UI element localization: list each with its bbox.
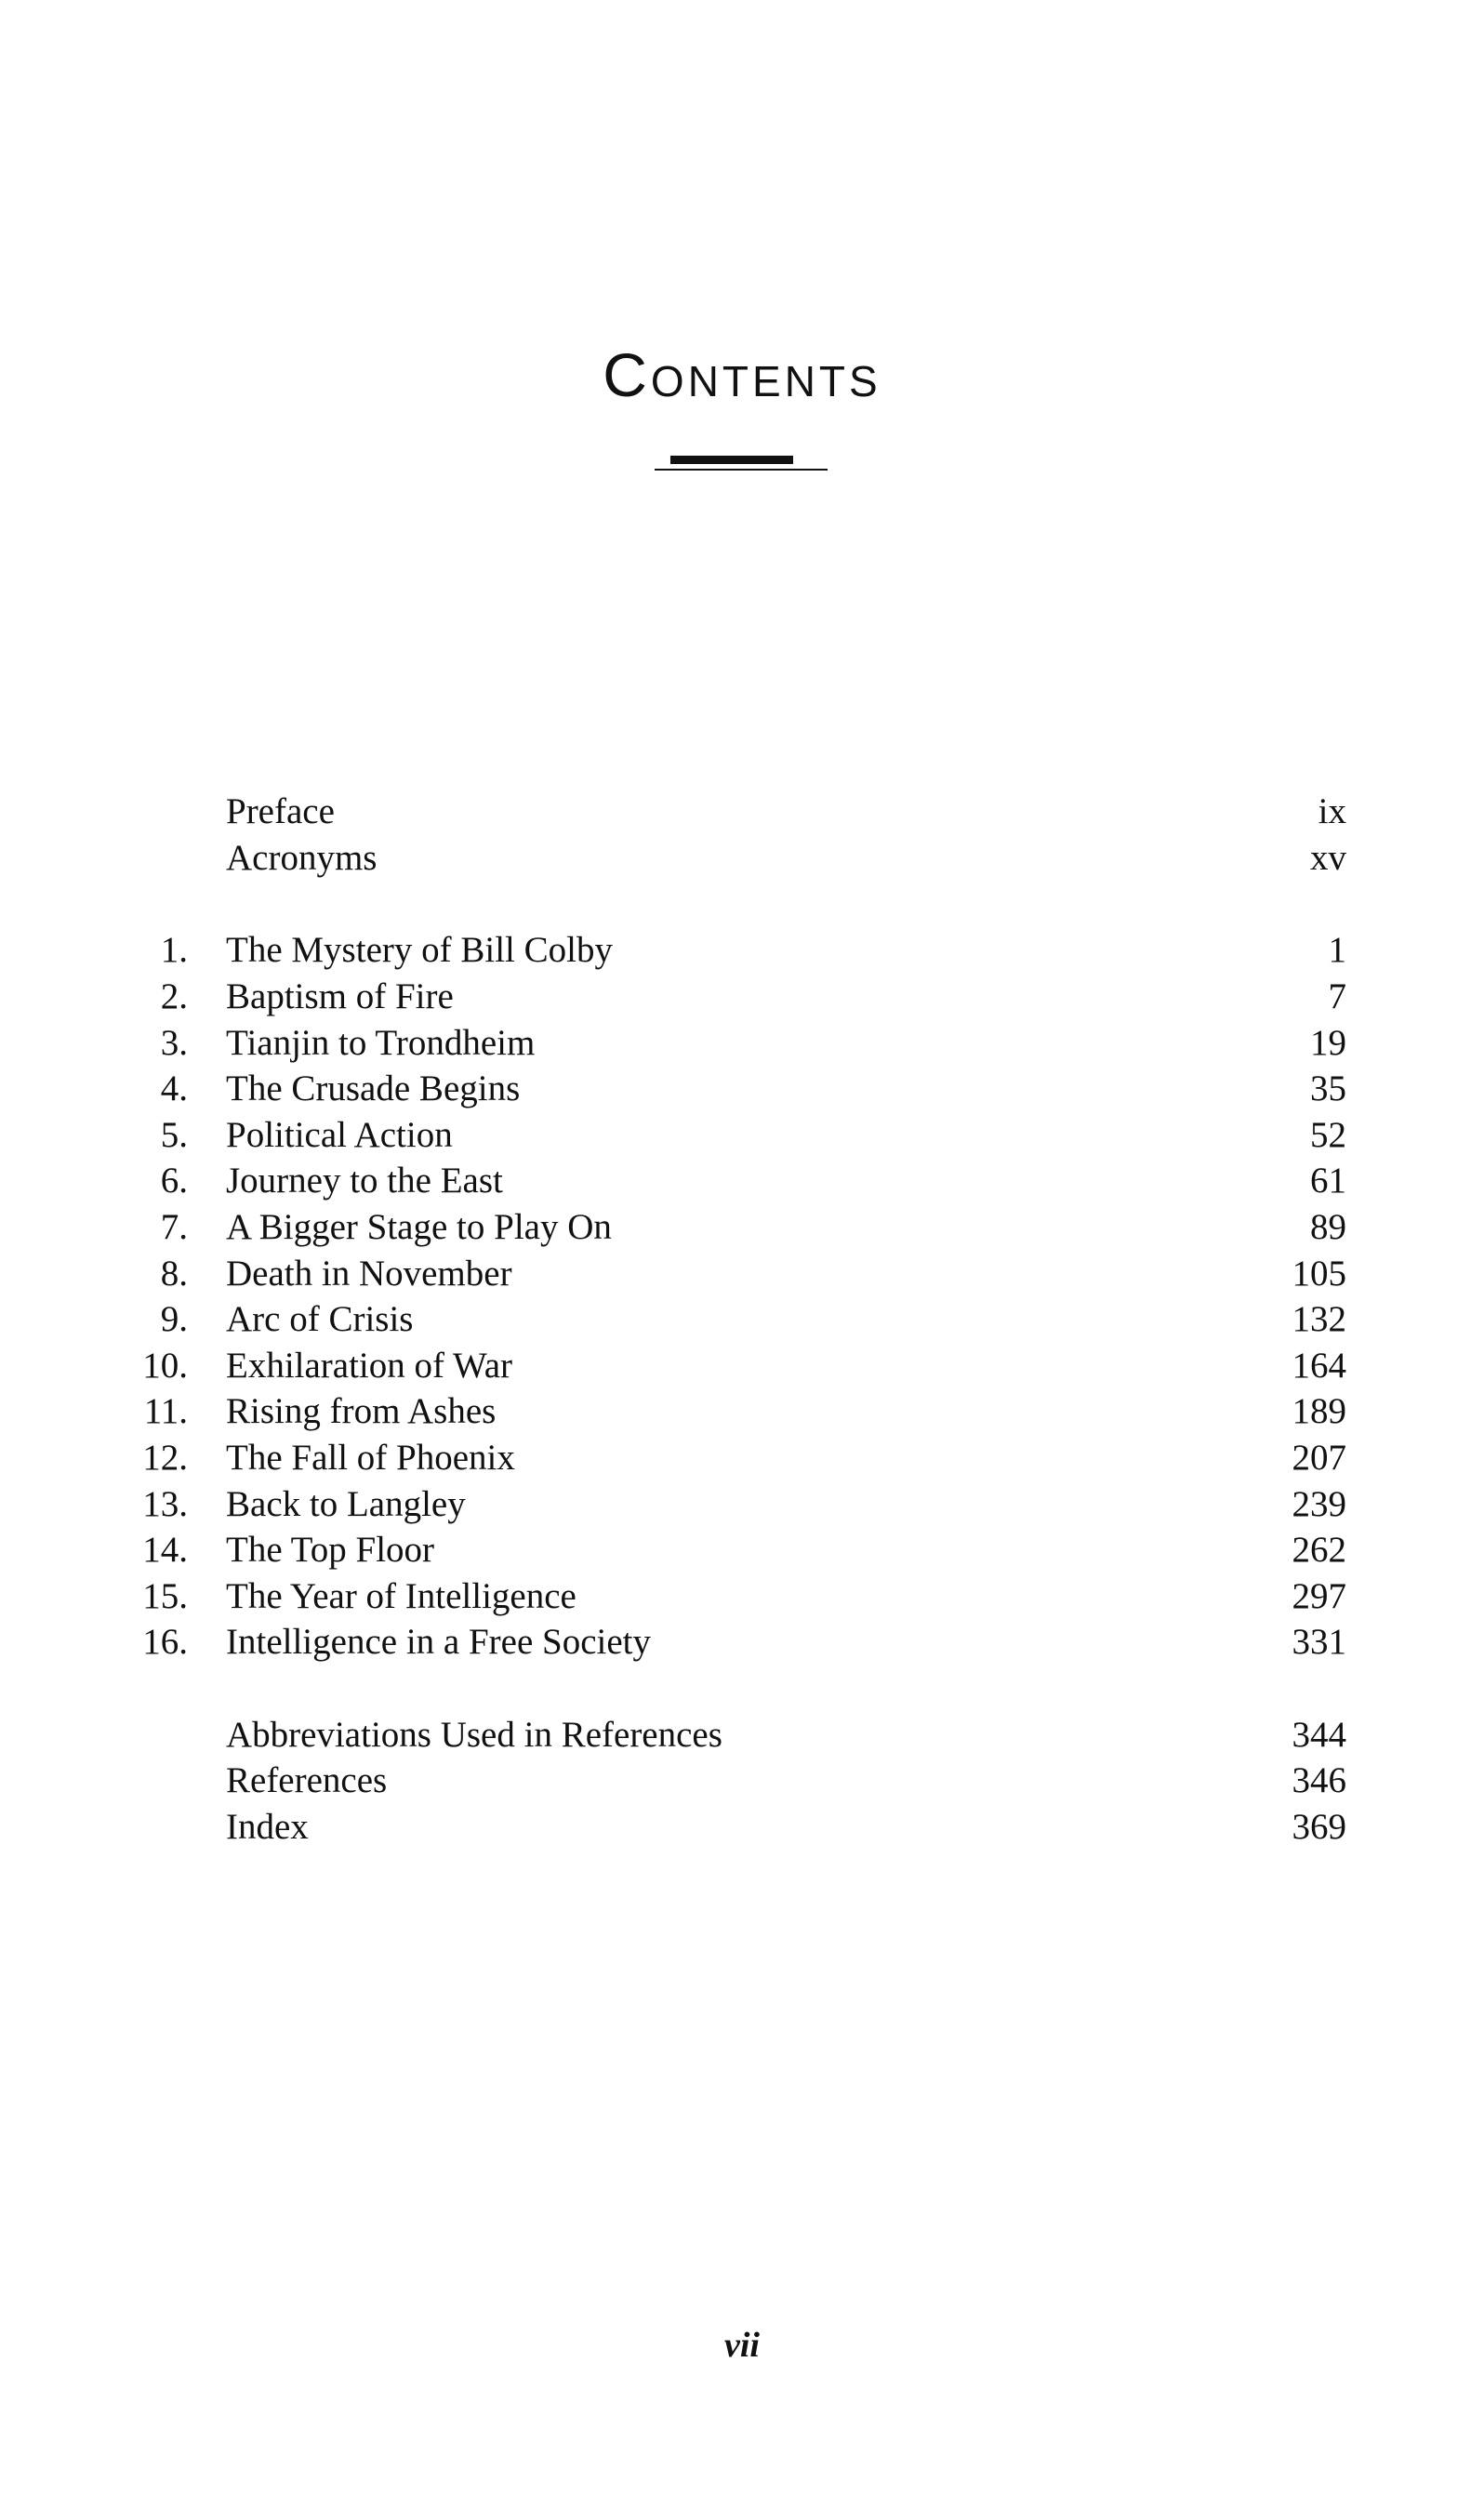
chapter-page: 7 [1328,976,1346,1016]
toc-chapter-13[interactable] [0,1481,1484,1527]
chapter-title: The Mystery of Bill Colby [226,930,613,970]
chapter-page: 297 [1292,1576,1346,1616]
toc-chapter-1[interactable] [0,927,1484,973]
chapter-number: 3. [160,1023,188,1063]
toc-chapter-11[interactable] [0,1388,1484,1434]
toc-chapter-9[interactable] [0,1296,1484,1342]
toc-entry-label: Acronyms [226,838,378,878]
toc-entry-page: 346 [1292,1760,1346,1800]
chapter-page: 331 [1292,1622,1346,1662]
toc-entry-preface[interactable] [0,789,1484,834]
toc-chapter-3[interactable] [0,1020,1484,1066]
chapter-number: 4. [160,1068,188,1108]
chapter-title: The Crusade Begins [226,1068,521,1108]
chapter-number: 11. [143,1391,188,1431]
toc-chapter-12[interactable] [0,1435,1484,1480]
toc-chapter-15[interactable] [0,1573,1484,1619]
chapter-number: 13. [142,1484,188,1524]
chapter-number: 12. [142,1438,188,1478]
toc-chapter-14[interactable] [0,1527,1484,1573]
chapter-page: 1 [1328,930,1346,970]
chapter-number: 15. [142,1576,188,1616]
chapter-title: Political Action [226,1115,453,1155]
chapter-title: Arc of Crisis [226,1299,414,1339]
chapter-page: 189 [1292,1391,1346,1431]
chapter-title: The Fall of Phoenix [226,1438,515,1478]
toc-chapter-4[interactable] [0,1066,1484,1111]
chapter-number: 5. [160,1115,188,1155]
chapter-number: 2. [160,976,188,1016]
chapter-title: Journey to the East [226,1161,503,1201]
toc-entry-label: References [226,1760,388,1800]
chapter-title: Tianjin to Trondheim [226,1023,536,1063]
toc-entry-label: Index [226,1807,309,1847]
chapter-page: 207 [1292,1438,1346,1478]
chapter-title: Exhilaration of War [226,1346,513,1386]
chapter-page: 35 [1310,1068,1346,1108]
chapter-title: A Bigger Stage to Play On [226,1207,612,1247]
toc-chapter-10[interactable] [0,1343,1484,1388]
toc-entry-label: Preface [226,791,335,831]
toc-entry-acronyms[interactable] [0,835,1484,881]
toc-chapter-6[interactable] [0,1158,1484,1203]
toc-entry-page: 369 [1292,1807,1346,1847]
toc-chapter-7[interactable] [0,1204,1484,1250]
toc-entry-label: Abbreviations Used in References [226,1715,722,1755]
toc-entry-abbreviations[interactable] [0,1712,1484,1758]
toc-entry-page: ix [1318,791,1346,831]
chapter-page: 52 [1310,1115,1346,1155]
chapter-number: 6. [160,1161,188,1201]
chapter-page: 164 [1292,1346,1346,1386]
chapter-number: 8. [160,1254,188,1294]
chapter-page: 89 [1310,1207,1346,1247]
toc-chapter-16[interactable] [0,1619,1484,1665]
chapter-page: 239 [1292,1484,1346,1524]
toc-chapter-8[interactable] [0,1251,1484,1296]
chapter-title: Intelligence in a Free Society [226,1622,651,1662]
chapter-number: 1. [160,930,188,970]
chapter-title: Death in November [226,1254,512,1294]
chapter-number: 16. [142,1622,188,1662]
chapter-title: The Year of Intelligence [226,1576,576,1616]
chapter-number: 7. [160,1207,188,1247]
toc-chapter-5[interactable] [0,1112,1484,1158]
chapter-number: 9. [160,1299,188,1339]
chapter-number: 10. [142,1346,188,1386]
toc-entry-index[interactable] [0,1804,1484,1850]
toc-entry-page: 344 [1292,1715,1346,1755]
toc-chapter-2[interactable] [0,974,1484,1019]
chapter-number: 14. [142,1530,188,1570]
chapter-title: The Top Floor [226,1530,435,1570]
chapter-title: Rising from Ashes [226,1391,497,1431]
chapter-page: 19 [1310,1023,1346,1063]
chapter-title: Back to Langley [226,1484,466,1524]
page-title: Contents [603,340,881,409]
chapter-page: 262 [1292,1530,1346,1570]
chapter-title: Baptism of Fire [226,976,454,1016]
chapter-page: 105 [1292,1254,1346,1294]
page-number: vii [724,2326,760,2365]
chapter-page: 132 [1292,1299,1346,1339]
toc-entry-references[interactable] [0,1758,1484,1803]
chapter-page: 61 [1310,1161,1346,1201]
toc-entry-page: xv [1310,838,1346,878]
